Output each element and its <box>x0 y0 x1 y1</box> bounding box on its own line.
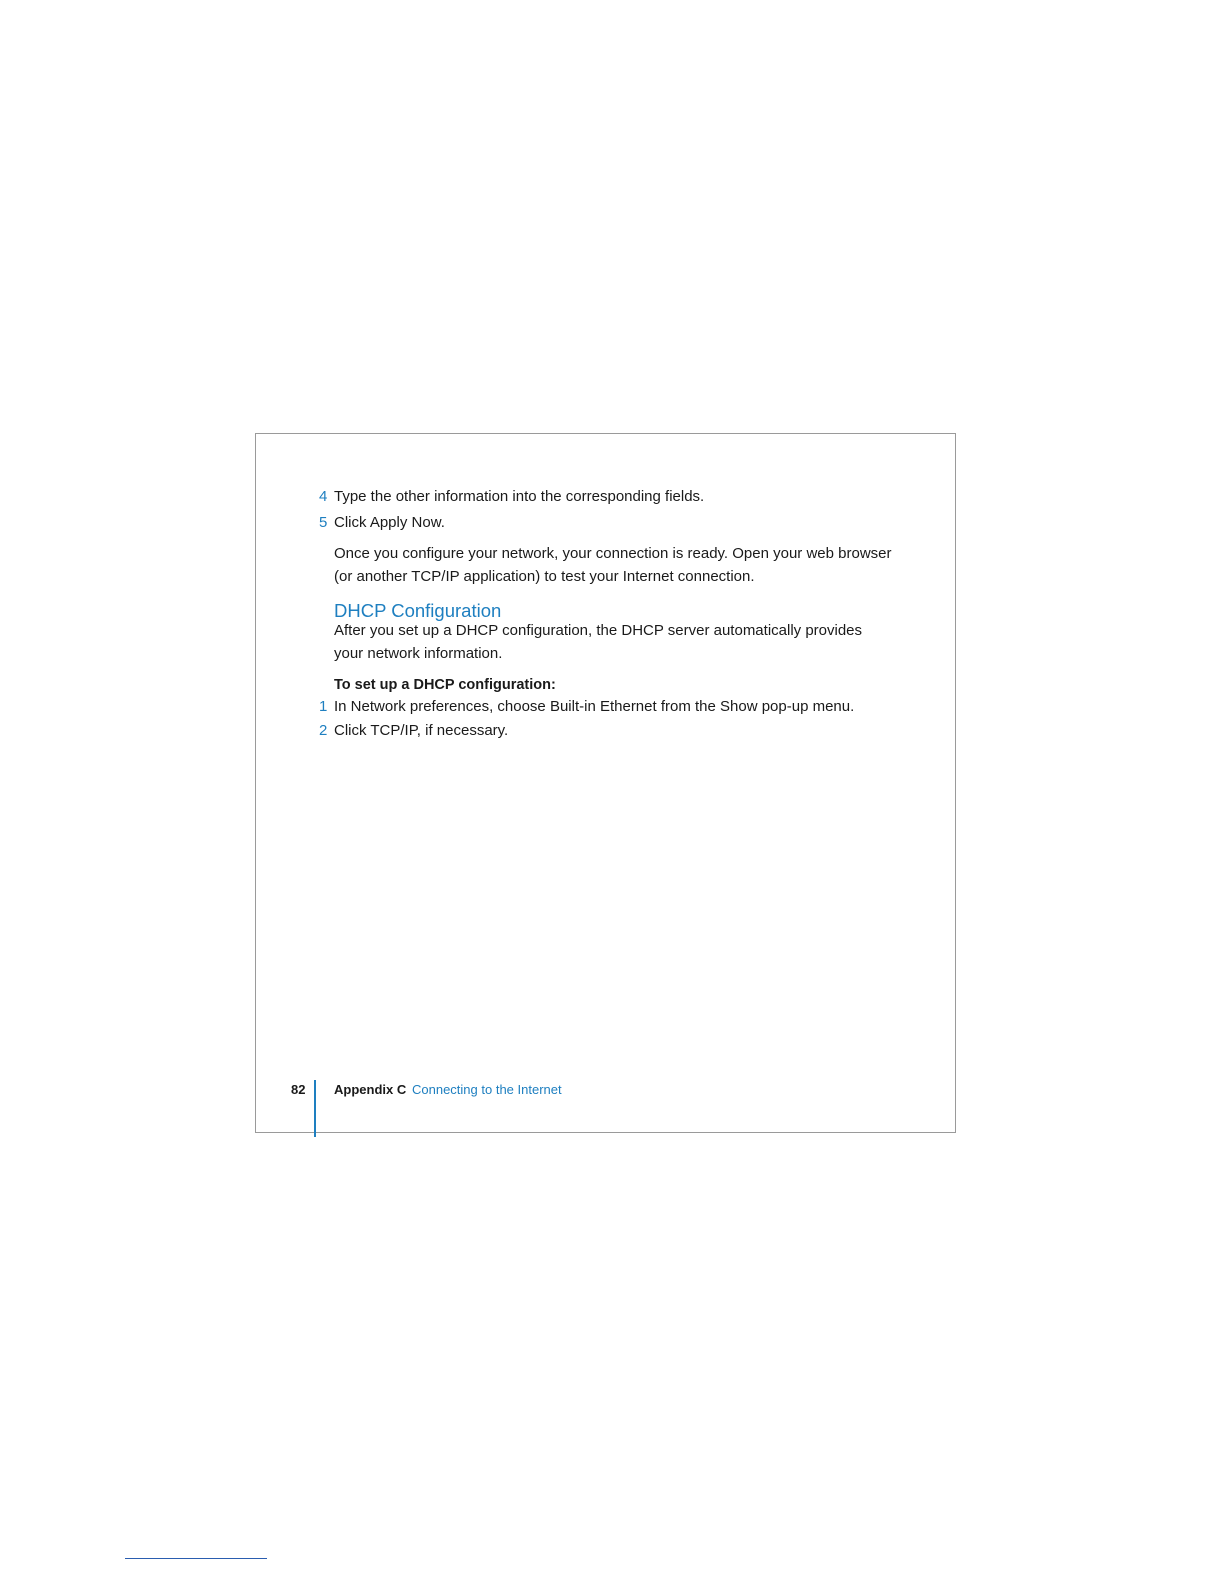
procedure-title: To set up a DHCP configuration: <box>334 677 556 693</box>
intro-paragraph: Once you configure your network, your connection is ready. Open your web browser (or another TCP/IP application) to test your Internet connection. <box>334 545 892 585</box>
step-text: Type the other information into the corresponding fields. <box>334 488 705 505</box>
page-number: 82 <box>291 1082 306 1097</box>
section-body: After you set up a DHCP configuration, the DHCP server automatically provides your network information. <box>334 622 863 662</box>
step-text: Click TCP/IP, if necessary. <box>334 722 509 739</box>
footer-divider <box>314 1080 316 1137</box>
section-heading: DHCP Configuration <box>334 600 502 621</box>
chapter-title: Connecting to the Internet <box>412 1082 562 1097</box>
appendix-label: Appendix C <box>334 1082 407 1097</box>
page-frame <box>255 433 956 1133</box>
step-number: 1 <box>319 698 328 715</box>
step-number: 2 <box>319 722 328 739</box>
footnote-rule <box>125 1558 267 1559</box>
step-text: Click Apply Now. <box>334 514 445 531</box>
step-number: 5 <box>319 514 328 531</box>
step-number: 4 <box>319 488 328 505</box>
step-text: In Network preferences, choose Built-in Ethernet from the Show pop-up menu. <box>334 698 855 715</box>
